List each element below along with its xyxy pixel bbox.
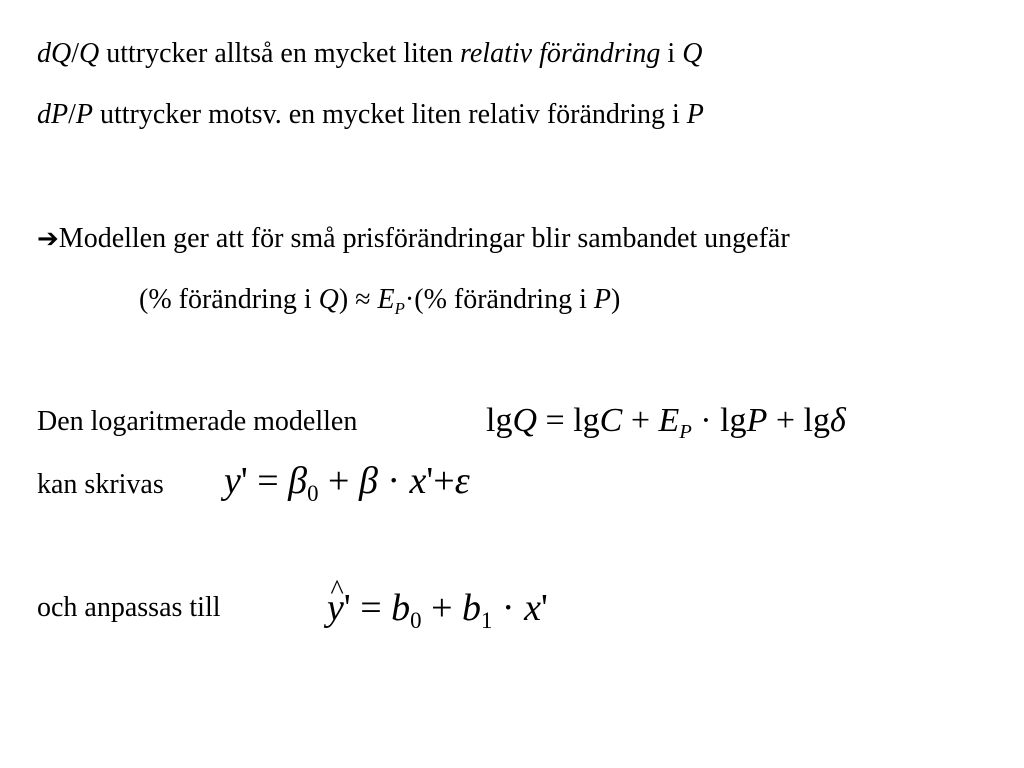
equation-fitted-model	[327, 587, 548, 633]
cdot: ·	[492, 587, 525, 629]
var-c: C	[599, 402, 623, 439]
middle-dot: ·	[404, 284, 415, 315]
text: (% förändring i	[414, 284, 594, 315]
var-e: E	[377, 284, 395, 315]
prime: '	[240, 460, 248, 502]
slash: /	[68, 99, 76, 130]
var-x: x	[409, 460, 427, 502]
var-x: x	[524, 587, 541, 629]
var-b: b	[391, 587, 411, 629]
lg: lg	[720, 402, 747, 439]
prime: '	[343, 587, 351, 629]
var-dp: dP	[37, 99, 69, 130]
text: ) ≈	[338, 284, 378, 315]
var-p: P	[686, 99, 704, 130]
cdot: ·	[691, 402, 721, 439]
var-p: P	[746, 402, 768, 439]
subscript-p: P	[679, 421, 692, 444]
label-kan-skrivas: kan skrivas	[37, 469, 164, 500]
text: uttrycker alltså en mycket liten	[99, 38, 461, 69]
var-e: E	[658, 402, 680, 439]
var-q: Q	[682, 38, 703, 69]
prime: '	[540, 587, 548, 629]
prime: '	[426, 460, 434, 502]
plus: +	[622, 402, 659, 439]
subscript-0: 0	[410, 607, 422, 633]
emphasis-relativ-forandring: relativ förändring	[460, 38, 661, 69]
var-epsilon: ε	[454, 460, 470, 502]
equals: =	[537, 402, 574, 439]
text: Modellen ger att för små prisförändringar blir sambandet ungefär	[58, 223, 790, 254]
text: )	[610, 284, 621, 315]
var-beta: β	[288, 460, 308, 502]
slash: /	[71, 38, 80, 69]
var-beta: β	[358, 460, 378, 502]
var-b: b	[462, 587, 482, 629]
equation-log-model	[486, 402, 846, 444]
subscript-0: 0	[307, 480, 319, 506]
line-modellen	[37, 225, 790, 253]
label-och-anpassas-till: och anpassas till	[37, 592, 221, 623]
plus: +	[318, 460, 359, 502]
cdot: ·	[377, 460, 410, 502]
var-q: Q	[79, 38, 100, 69]
plus: +	[433, 460, 455, 502]
var-q: Q	[512, 402, 538, 439]
text: (% förändring i	[139, 284, 319, 315]
var-y-hat: ^ y	[327, 589, 344, 627]
text: uttrycker motsv. en mycket liten relativ förändring i	[93, 99, 687, 130]
subscript-1: 1	[481, 607, 493, 633]
right-arrow-icon: ➔	[37, 224, 59, 254]
var-p: P	[593, 284, 611, 315]
var-y: y	[224, 460, 241, 502]
text: i	[660, 38, 683, 69]
subscript-p: P	[394, 298, 405, 318]
var-dq: dQ	[37, 38, 72, 69]
lg: lg	[803, 402, 830, 439]
var-q: Q	[318, 284, 339, 315]
plus: +	[767, 402, 804, 439]
equals: =	[350, 587, 392, 629]
plus: +	[421, 587, 463, 629]
equation-regression-model	[224, 460, 470, 506]
line-percent-approximation	[139, 284, 621, 318]
var-delta: δ	[829, 402, 846, 439]
line-dq-over-q	[37, 40, 702, 68]
var-p: P	[75, 99, 93, 130]
lg: lg	[486, 402, 513, 439]
equals: =	[247, 460, 289, 502]
line-dp-over-p	[37, 101, 704, 129]
lg: lg	[573, 402, 600, 439]
label-logaritmerade: Den logaritmerade modellen	[37, 406, 358, 437]
